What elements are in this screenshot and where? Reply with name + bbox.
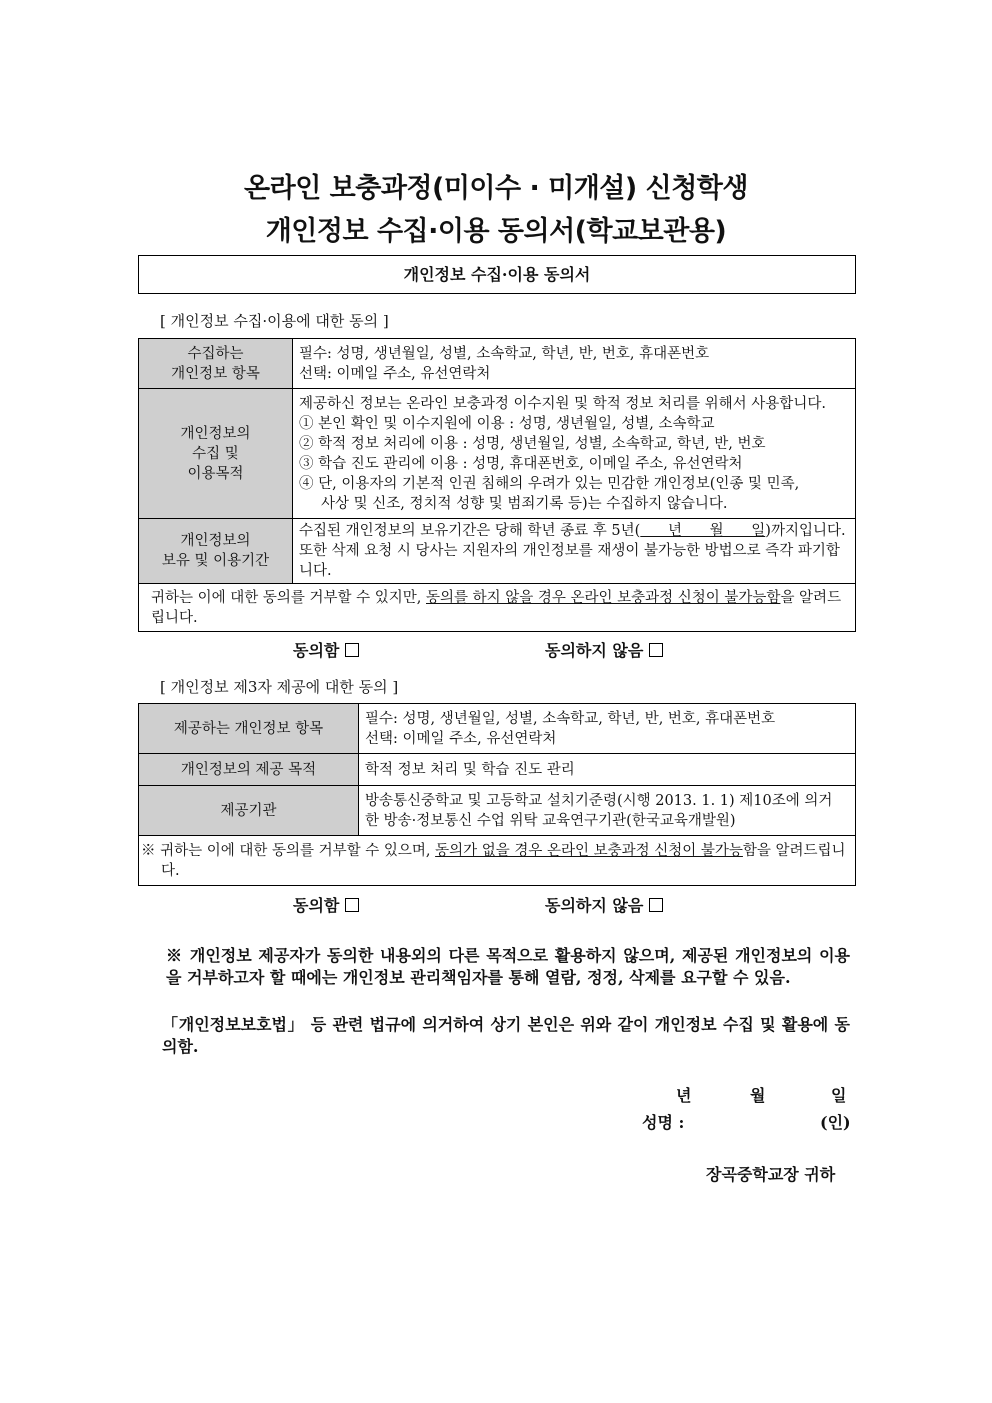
- label-line: 수집 및: [192, 445, 239, 462]
- consent-statement: 「개인정보보호법」 등 관련 법규에 의거하여 상기 본인은 위와 같이 개인정보 수집 및 활용에 동의함.: [162, 1015, 850, 1056]
- row-content: [359, 704, 856, 754]
- addressee: 장곡중학교장 귀하: [706, 1165, 836, 1184]
- notice-underline: 동의가 없을 경우 온라인 보충과정 신청이 불가능: [435, 842, 743, 859]
- agree-option-2[interactable]: [293, 893, 359, 916]
- content-line: ① 본인 확인 및 이수지원에 이용 : 성명, 생년월일, 성별, 소속학교: [299, 415, 715, 432]
- row-label: 개인정보의 제공 목적: [139, 754, 359, 786]
- agree-option-1[interactable]: [293, 638, 359, 661]
- retention-text: 수집된 개인정보의 보유기간은 당해 학년 종료 후 5년(: [299, 523, 641, 539]
- content-line: 필수: 성명, 생년월일, 성별, 소속학교, 학년, 반, 번호, 휴대폰번호: [299, 345, 710, 362]
- usage-notice: ※ 개인정보 제공자가 동의한 내용외의 다른 목적으로 활용하지 않으며, 제공된 개인정보의 이용을 거부하고자 할 때에는 개인정보 관리책임자를 통해 열람, 정정, 삭제를 요구할 수 있음.: [166, 946, 850, 987]
- disagree-checkbox[interactable]: [649, 898, 663, 912]
- label-line: 보유 및 이용기간: [161, 553, 270, 569]
- row-content: [359, 786, 856, 836]
- label-line: 이용목적: [187, 465, 244, 482]
- row-label: [139, 339, 293, 389]
- notice-text: 을 알려드립니다.: [151, 589, 842, 626]
- collection-consent-table: [138, 338, 856, 632]
- content-line: ② 학적 정보 처리에 이용 : 성명, 생년월일, 성별, 소속학교, 학년, 반, 번호: [299, 435, 766, 452]
- content-line: 제공하신 정보는 온라인 보충과정 이수지원 및 학적 정보 처리를 위해서 사용합니다.: [299, 395, 826, 412]
- row-content: [293, 389, 856, 519]
- disagree-option-2[interactable]: [545, 893, 663, 916]
- notice-underline: 동의를 하지 않을 경우 온라인 보충과정 신청이 불가능함: [426, 589, 781, 606]
- signature-label: 성명 :: [642, 1113, 685, 1132]
- notice-text: ※ 귀하는 이에 대한 동의를 거부할 수 있으며,: [141, 842, 436, 859]
- label-line: 개인정보 항목: [171, 365, 260, 382]
- row-content: [293, 339, 856, 389]
- content-line: 선택: 이메일 주소, 유선연락처: [299, 365, 491, 382]
- content-line: ③ 학습 진도 관리에 이용 : 성명, 휴대폰번호, 이메일 주소, 유선연락처: [299, 455, 743, 472]
- seal-mark: (인): [820, 1113, 851, 1132]
- row-label: 제공기관: [139, 786, 359, 836]
- table-row: [139, 836, 856, 886]
- label-line: 수집하는: [187, 345, 244, 362]
- agree-label: 동의함: [293, 641, 340, 660]
- agree-label: 동의함: [293, 896, 340, 915]
- refusal-notice: [139, 836, 856, 886]
- agree-checkbox[interactable]: [345, 643, 359, 657]
- content-line: ④ 단, 이용자의 기본적 인권 침해의 우려가 있는 민감한 개인정보(인종 및 민족,: [299, 475, 800, 492]
- content-line: 한 방송·정보통신 수업 위탁 교육연구기관(한국교육개발원): [365, 812, 736, 829]
- row-label: [139, 389, 293, 519]
- third-party-consent-table: [138, 703, 856, 886]
- agree-checkbox[interactable]: [345, 898, 359, 912]
- disagree-label: 동의하지 않음: [545, 641, 644, 660]
- section2-heading: [ 개인정보 제3자 제공에 대한 동의 ]: [160, 678, 399, 696]
- row-content: 학적 정보 처리 및 학습 진도 관리: [359, 754, 856, 786]
- refusal-notice: [139, 584, 856, 632]
- table-row: [139, 519, 856, 584]
- section1-heading: [ 개인정보 수집·이용에 대한 동의 ]: [160, 312, 389, 330]
- content-line: 방송통신중학교 및 고등학교 설치기준령(시행 2013. 1. 1) 제10조에 의거: [365, 792, 833, 809]
- date-year: 년: [676, 1086, 692, 1105]
- notice-text: 함을 알려드립니다.: [161, 842, 846, 879]
- date-day: 일: [831, 1086, 847, 1105]
- document-title-line1: 온라인 보충과정(미이수 · 미개설) 신청학생: [244, 173, 748, 204]
- label-line: 개인정보의: [180, 425, 251, 442]
- table-row: [139, 584, 856, 632]
- box-heading: 개인정보 수집·이용 동의서: [138, 255, 856, 294]
- document-title-line2: 개인정보 수집·이용 동의서(학교보관용): [265, 216, 727, 247]
- content-line: 선택: 이메일 주소, 유선연락처: [365, 730, 557, 747]
- label-line: 개인정보의: [180, 533, 251, 549]
- retention-text: )까지입니다. 또한 삭제 요청 시 당사는 지원자의 개인정보를 재생이 불가능한 방법으로 즉각 파기합니다.: [299, 523, 846, 579]
- table-row: [139, 704, 856, 754]
- row-content: [293, 519, 856, 584]
- disagree-label: 동의하지 않음: [545, 896, 644, 915]
- table-row: [139, 389, 856, 519]
- table-row: [139, 339, 856, 389]
- row-label: [139, 519, 293, 584]
- content-line: 필수: 성명, 생년월일, 성별, 소속학교, 학년, 반, 번호, 휴대폰번호: [365, 710, 776, 727]
- disagree-checkbox[interactable]: [649, 643, 663, 657]
- table-row: [139, 754, 856, 786]
- date-blank: 년 월 일: [640, 523, 766, 539]
- date-month: 월: [750, 1086, 766, 1105]
- disagree-option-1[interactable]: [545, 638, 663, 661]
- row-label: 제공하는 개인정보 항목: [139, 704, 359, 754]
- content-line: 사상 및 신조, 정치적 성향 및 범죄기록 등)는 수집하지 않습니다.: [321, 495, 728, 512]
- notice-text: 귀하는 이에 대한 동의를 거부할 수 있지만,: [151, 589, 426, 606]
- table-row: [139, 786, 856, 836]
